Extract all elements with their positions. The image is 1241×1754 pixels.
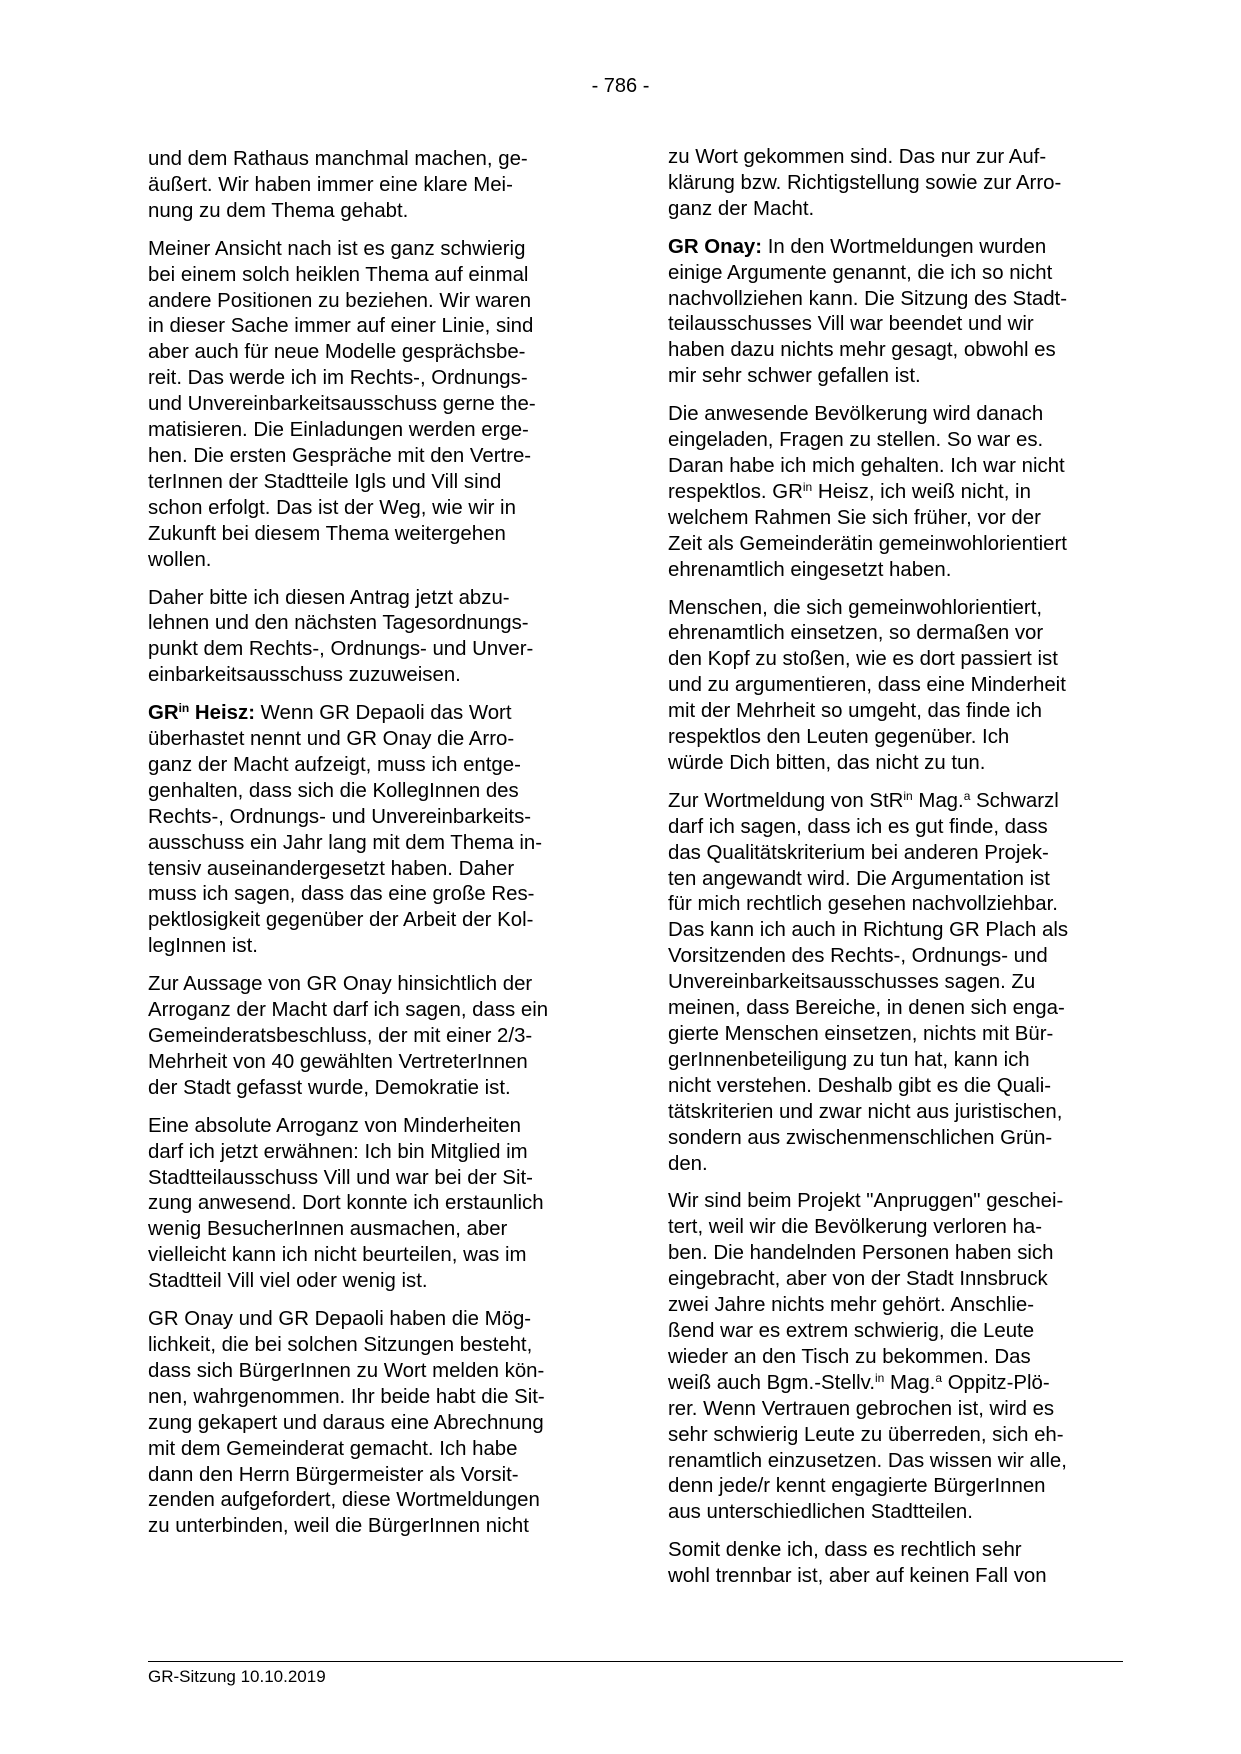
text-line: GR Onay: In den Wortmeldungen wurden <box>668 235 1047 258</box>
paragraph <box>668 1538 1121 1590</box>
text-line: klärung bzw. Richtigstellung sowie zur Arro- <box>668 171 1062 194</box>
text-line: mit dem Gemeinderat gemacht. Ich habe <box>148 1437 518 1460</box>
footer-divider <box>148 1661 1123 1662</box>
text-line: teilausschusses Vill war beendet und wir <box>668 313 1034 336</box>
text-line: Vorsitzenden des Rechts-, Ordnungs- und <box>668 945 1048 968</box>
text-line: mir sehr schwer gefallen ist. <box>668 365 921 388</box>
text-line: andere Positionen zu beziehen. Wir waren <box>148 289 532 312</box>
speaker-name: GR Onay: <box>668 235 763 258</box>
text-line: Daher bitte ich diesen Antrag jetzt abzu- <box>148 586 510 609</box>
text-line: Unvereinbarkeitsausschusses sagen. Zu <box>668 971 1036 994</box>
text-line: aber auch für neue Modelle gesprächsbe- <box>148 341 526 364</box>
text-line: zung gekapert und daraus eine Abrechnung <box>148 1411 544 1434</box>
text-line: Die anwesende Bevölkerung wird danach <box>668 403 1044 426</box>
text-line: ehrenamtlich einsetzen, so dermaßen vor <box>668 622 1044 645</box>
text-line: ganz der Macht aufzeigt, muss ich entge- <box>148 753 521 776</box>
text-line: ben. Die handelnden Personen haben sich <box>668 1242 1054 1265</box>
text-line: Stadtteil Vill viel oder wenig ist. <box>148 1270 428 1293</box>
text-line: Zur Wortmeldung von StR$^{in}$ Mag.$^a$ Schwarzl <box>668 788 1059 812</box>
text-line: zung anwesend. Dort konnte ich erstaunlich <box>148 1192 544 1215</box>
text-line: matisieren. Die Einladungen werden erge- <box>148 419 529 442</box>
paragraph <box>148 1307 601 1540</box>
text-line: wohl trennbar ist, aber auf keinen Fall von <box>668 1565 1047 1588</box>
text-line: eingebracht, aber von der Stadt Innsbruck <box>668 1268 1048 1291</box>
text-line: Das kann ich auch in Richtung GR Plach als <box>668 919 1069 942</box>
page-number: - 786 - <box>591 75 650 97</box>
superscript: in <box>903 788 913 803</box>
text-line: dass sich BürgerInnen zu Wort melden kön- <box>148 1359 545 1382</box>
text-line: Arroganz der Macht darf ich sagen, dass ein <box>148 999 549 1022</box>
right-column <box>668 145 1121 1602</box>
text-line: weiß auch Bgm.-Stellv.$^{in}$ Mag.$^a$ Oppitz-Plö- <box>668 1370 1050 1394</box>
text-line: nicht verstehen. Deshalb gibt es die Quali- <box>668 1074 1052 1097</box>
text-line: darf ich sagen, dass ich es gut finde, dass <box>668 815 1048 838</box>
paragraph <box>668 402 1121 583</box>
text-line: sondern aus zwischenmenschlichen Grün- <box>668 1126 1053 1149</box>
text-line: darf ich jetzt erwähnen: Ich bin Mitglied im <box>148 1140 528 1163</box>
paragraph <box>668 235 1121 390</box>
superscript: in <box>178 701 190 716</box>
paragraph <box>148 586 601 690</box>
text-line: renamtlich einzusetzen. Das wissen wir alle, <box>668 1449 1067 1472</box>
text-line: Zeit als Gemeinderätin gemeinwohlorientiert <box>668 532 1067 555</box>
text-line: Daran habe ich mich gehalten. Ich war nicht <box>668 454 1065 477</box>
text-line: schon erfolgt. Das ist der Weg, wie wir in <box>148 496 516 519</box>
text-line: einbarkeitsausschuss zuzuweisen. <box>148 664 461 687</box>
text-line: das Qualitätskriterium bei anderen Projek- <box>668 841 1049 864</box>
paragraph <box>148 701 601 960</box>
text-line: einige Argumente genannt, die ich so nicht <box>668 261 1053 284</box>
text-line: aus unterschiedlichen Stadtteilen. <box>668 1501 973 1524</box>
text-line: der Stadt gefasst wurde, Demokratie ist. <box>148 1076 511 1099</box>
superscript: in <box>875 1370 885 1385</box>
text-line: legInnen ist. <box>148 935 258 958</box>
text-line: Zukunft bei diesem Thema weitergehen <box>148 522 506 545</box>
text-line: tensiv auseinandergesetzt haben. Daher <box>148 857 515 880</box>
paragraph <box>668 596 1121 777</box>
text-line: punkt dem Rechts-, Ordnungs- und Unver- <box>148 638 534 661</box>
text-line: tert, weil wir die Bevölkerung verloren ha- <box>668 1216 1042 1239</box>
text-line: reit. Das werde ich im Rechts-, Ordnungs- <box>148 367 528 390</box>
text-line: nen, wahrgenommen. Ihr beide habt die Sit- <box>148 1385 545 1408</box>
text-line: GR Onay und GR Depaoli haben die Mög- <box>148 1308 532 1331</box>
text-line: muss ich sagen, dass das eine große Res- <box>148 883 535 906</box>
text-line: denn jede/r kennt engagierte BürgerInnen <box>668 1475 1046 1498</box>
text-line: den Kopf zu stoßen, wie es dort passiert ist <box>668 648 1058 671</box>
text-line: Gemeinderatsbeschluss, der mit einer 2/3- <box>148 1025 533 1047</box>
paragraph <box>668 789 1121 1178</box>
text-line: und dem Rathaus manchmal machen, ge- <box>148 148 528 170</box>
text-line: ten angewandt wird. Die Argumentation ist <box>668 867 1050 890</box>
text-line: den. <box>668 1152 708 1175</box>
text-line: $GR^{in}$ Heisz: Wenn GR Depaoli das Wort <box>148 701 512 725</box>
paragraph <box>668 1189 1121 1526</box>
paragraph <box>148 147 601 225</box>
text-line: ehrenamtlich eingesetzt haben. <box>668 558 952 581</box>
text-line: rer. Wenn Vertrauen gebrochen ist, wird es <box>668 1397 1055 1420</box>
text-line: eingeladen, Fragen zu stellen. So war es. <box>668 429 1044 452</box>
text-line: nung zu dem Thema gehabt. <box>148 199 409 222</box>
speaker-name: $GR^{in}$ Heisz: <box>148 701 255 725</box>
text-line: nachvollziehen kann. Die Sitzung des Stadt- <box>668 287 1067 310</box>
text-line: lehnen und den nächsten Tagesordnungs- <box>148 612 529 635</box>
text-line: Rechts-, Ordnungs- und Unvereinbarkeits- <box>148 805 532 828</box>
text-line: welchem Rahmen Sie sich früher, vor der <box>668 506 1041 529</box>
text-line: und Unvereinbarkeitsausschuss gerne the- <box>148 393 536 416</box>
text-line: hen. Die ersten Gespräche mit den Vertre- <box>148 444 532 467</box>
paragraph <box>668 145 1121 223</box>
text-line: zu unterbinden, weil die BürgerInnen nicht <box>148 1515 529 1538</box>
superscript: a <box>963 788 971 803</box>
text-line: meinen, dass Bereiche, in denen sich enga- <box>668 997 1065 1020</box>
text-line: gierte Menschen einsetzen, nichts mit Bür- <box>668 1023 1054 1045</box>
text-line: sehr schwierig Leute zu überreden, sich eh- <box>668 1423 1064 1446</box>
text-line: Menschen, die sich gemeinwohlorientiert, <box>668 596 1043 619</box>
text-line: tätskriterien und zwar nicht aus juristischen, <box>668 1100 1063 1123</box>
text-line: respektlos. $GR^{in}$ Heisz, ich weiß nicht, in <box>668 479 1031 503</box>
text-line: mit der Mehrheit so umgeht, das finde ich <box>668 700 1043 723</box>
text-line: vielleicht kann ich nicht beurteilen, was im <box>148 1244 527 1267</box>
text-line: Wir sind beim Projekt "Anpruggen" geschei- <box>668 1190 1064 1213</box>
superscript: in <box>802 479 813 494</box>
text-line: würde Dich bitten, das nicht zu tun. <box>668 751 986 774</box>
text-line: bei einem solch heiklen Thema auf einmal <box>148 263 529 286</box>
text-line: ßend war es extrem schwierig, die Leute <box>668 1319 1035 1342</box>
text-line: haben dazu nichts mehr gesagt, obwohl es <box>668 339 1056 362</box>
paragraph <box>148 237 601 574</box>
text-line: und zu argumentieren, dass eine Minderheit <box>668 674 1066 697</box>
text-line: wieder an den Tisch zu bekommen. Das <box>668 1345 1031 1368</box>
text-line: ganz der Macht. <box>668 197 815 220</box>
footer-session-date: GR-Sitzung 10.10.2019 <box>148 1667 326 1686</box>
text-line: wollen. <box>148 548 212 571</box>
text-line: dann den Herrn Bürgermeister als Vorsit- <box>148 1463 519 1486</box>
text-line: lichkeit, die bei solchen Sitzungen besteht, <box>148 1333 533 1356</box>
paragraph <box>148 1114 601 1295</box>
text-line: zwei Jahre nichts mehr gehört. Anschlie- <box>668 1294 1035 1317</box>
text-line: äußert. Wir haben immer eine klare Mei- <box>148 173 513 196</box>
left-column <box>148 147 601 1552</box>
text-line: ausschuss ein Jahr lang mit dem Thema in- <box>148 831 543 854</box>
text-line: überhastet nennt und GR Onay die Arro- <box>148 728 515 751</box>
text-line: terInnen der Stadtteile Igls und Vill sind <box>148 470 502 493</box>
text-line: respektlos den Leuten gegenüber. Ich <box>668 726 1010 749</box>
paragraph <box>148 972 601 1102</box>
text-line: Zur Aussage von GR Onay hinsichtlich der <box>148 973 533 996</box>
text-line: Somit denke ich, dass es rechtlich sehr <box>668 1539 1022 1562</box>
text-line: zenden aufgefordert, diese Wortmeldungen <box>148 1489 540 1512</box>
text-line: genhalten, dass sich die KollegInnen des <box>148 779 519 802</box>
text-line: für mich rechtlich gesehen nachvollziehbar. <box>668 893 1058 916</box>
text-line: Eine absolute Arroganz von Minderheiten <box>148 1114 521 1137</box>
text-line: wenig BesucherInnen ausmachen, aber <box>148 1218 508 1241</box>
superscript: a <box>935 1370 943 1385</box>
text-line: Mehrheit von 40 gewählten VertreterInnen <box>148 1050 528 1073</box>
text-line: pektlosigkeit gegenüber der Arbeit der Kol- <box>148 909 534 932</box>
text-line: Stadtteilausschuss Vill und war bei der Sit- <box>148 1166 533 1189</box>
text-line: Meiner Ansicht nach ist es ganz schwierig <box>148 237 526 260</box>
text-line: in dieser Sache immer auf einer Linie, sind <box>148 315 534 338</box>
text-line: gerInnenbeteiligung zu tun hat, kann ich <box>668 1048 1030 1071</box>
text-line: zu Wort gekommen sind. Das nur zur Auf- <box>668 146 1047 168</box>
